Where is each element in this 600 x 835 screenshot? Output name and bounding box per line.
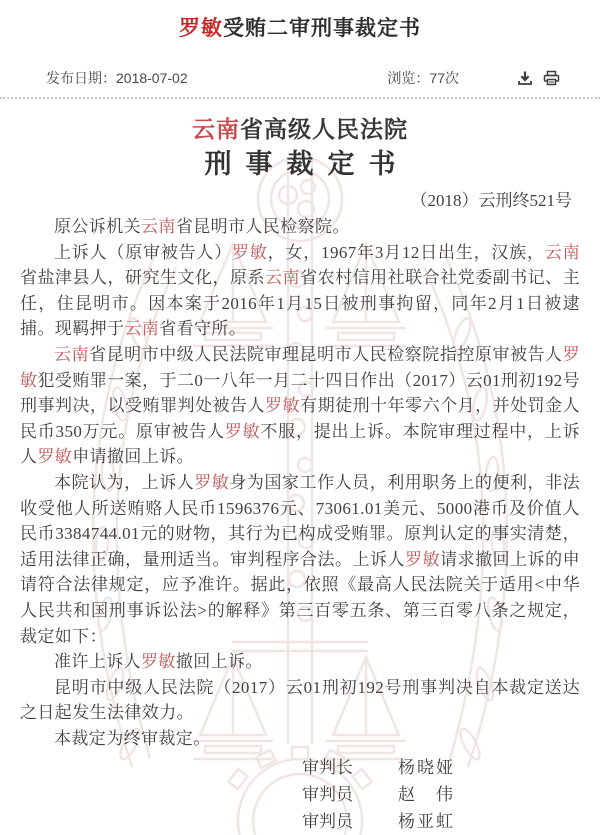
text-run: 有期徒刑十年零六个月，并处罚金人民币350万元。原审被告人: [20, 396, 580, 441]
case-number: （2018）云刑终521号: [410, 191, 572, 210]
text-run: 本院认为，上诉人: [54, 472, 195, 492]
judge-role: 审判员: [302, 785, 353, 805]
text-run: 犯受贿罪一案，于二0一八年一月二十四日作出（2017）云01刑初192号刑事判决，以受贿罪判处被告人: [20, 370, 580, 416]
highlighted-text: 罗敏: [265, 396, 301, 416]
paragraph: [20, 649, 580, 675]
text-run: 昆明市中级人民法院（2017）云01刑初192号刑事判决自本裁定送达之日起发生法律效力。: [20, 677, 580, 723]
paragraph: [20, 726, 580, 752]
text-run: 省昆明市中级人民法院审理昆明市人民检察院指控原审被告人: [89, 344, 563, 364]
highlighted-text: 罗敏: [405, 549, 441, 569]
paragraph: [20, 240, 580, 342]
highlighted-text: 罗敏: [141, 652, 176, 672]
paragraph-list: [20, 214, 580, 751]
judge-name: 杨亚虹: [398, 812, 455, 832]
highlighted-text: 云南: [54, 344, 90, 364]
text-run: 省盐津县人，研究生文化，原系: [20, 268, 266, 288]
paragraph: [20, 342, 580, 470]
judge-role: 审判员: [302, 812, 353, 832]
view-count: 浏览：77次: [387, 70, 459, 86]
highlighted-text: 罗敏: [232, 242, 268, 262]
highlighted-text: 云南: [265, 268, 301, 288]
text-run: 受贿二审刑事裁定书: [223, 17, 421, 40]
text-run: 请求撤回上诉的申请符合法律规定，应予准许。据此，依照《最高人民法院关于适用<中华人民共和国刑事诉讼法>的解释》第三百零五条、第三百零八条之规定，裁定如下：: [20, 549, 580, 646]
signature-row: [302, 781, 455, 808]
text-run: 省昆明市人民检察院。: [175, 217, 350, 236]
text-run: 撤回上诉。: [175, 652, 263, 672]
download-icon[interactable]: [517, 70, 533, 86]
highlighted-text: 罗敏: [194, 472, 230, 492]
highlighted-text: 云南: [544, 242, 580, 262]
text-run: 省农村信用社联合社党委副书记、主任，住昆明市。因本案于2016年1月15日被刑事拘留，同年2月1日被逮捕。现羁押于: [20, 268, 580, 339]
text-run: 不服，提出上诉。本院审理过程中，上诉人: [20, 421, 580, 467]
text-run: 本裁定为终审裁定。: [54, 728, 211, 748]
page-title: [0, 0, 600, 44]
signature-row: [302, 808, 455, 835]
signature-block: [302, 754, 455, 835]
highlighted-text: 罗敏: [179, 17, 223, 40]
judge-name: 赵 伟: [398, 785, 455, 805]
text-run: 原公诉机关: [54, 217, 141, 236]
paragraph: [20, 675, 580, 726]
document-type: 刑事裁定书: [204, 149, 410, 179]
highlighted-text: 云南: [141, 217, 176, 236]
text-run: 身为国家工作人员，利用职务上的便利，非法收受他人所送贿赂人民币1596376元、73061.01美元、5000港币及价值人民币3384744.01元的财物，其行为已构成受贿罪。原判认定的事实清楚，适用法律正确，量刑适当。审判程序合法。上诉人: [20, 472, 581, 569]
judge-name: 杨晓娅: [398, 758, 455, 778]
meta-actions: [517, 70, 560, 86]
judge-role: 审判长: [302, 758, 353, 778]
text-run: 申请撤回上诉。: [72, 447, 195, 467]
text-run: 省高级人民法院: [240, 117, 408, 142]
text-run: 省看守所。: [159, 319, 247, 339]
highlighted-text: 罗敏: [37, 447, 73, 467]
text-run: 上诉人（原审被告人）: [54, 242, 233, 262]
signature-row: [302, 754, 455, 781]
text-run: ，女，1967年3月12日出生，汉族，: [267, 242, 545, 262]
document-body: [0, 99, 600, 835]
highlighted-text: 罗敏: [20, 344, 580, 390]
meta-bar: [0, 68, 600, 99]
publish-date: 发布日期：2018-07-02: [46, 70, 188, 86]
court-name: [20, 115, 580, 145]
paragraph: [20, 214, 580, 240]
highlighted-text: 罗敏: [224, 421, 261, 441]
print-icon[interactable]: [543, 70, 560, 86]
highlighted-text: 云南: [124, 319, 160, 339]
paragraph: [20, 470, 580, 649]
highlighted-text: 云南: [192, 117, 240, 142]
text-run: 准许上诉人: [54, 652, 141, 672]
